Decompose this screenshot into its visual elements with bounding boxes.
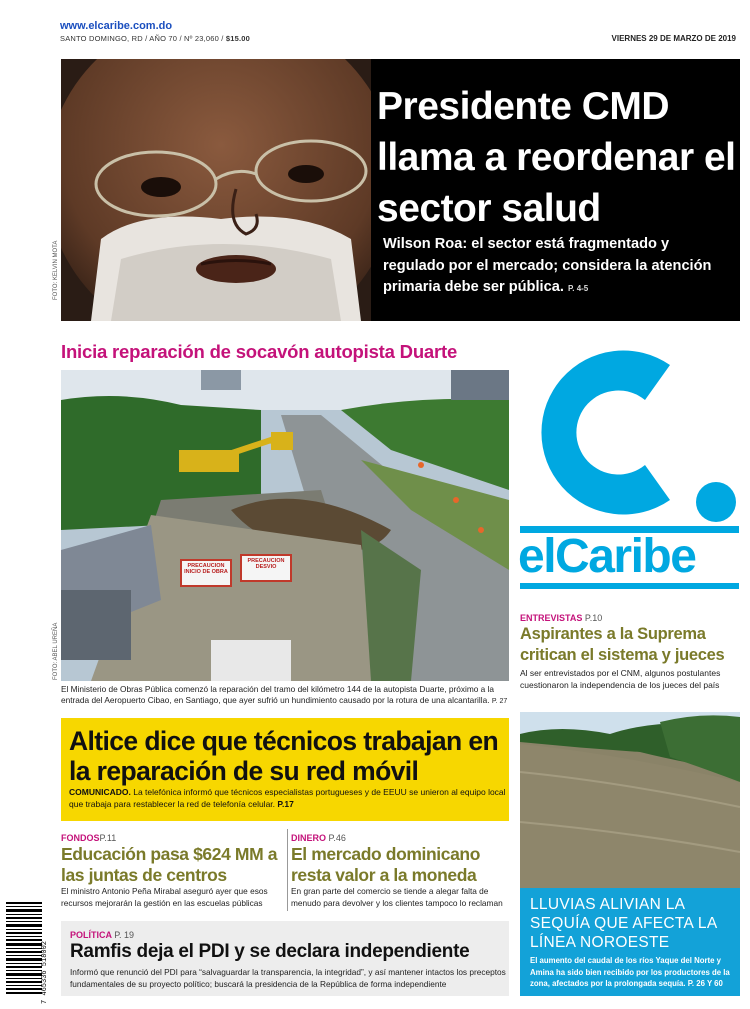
altice-headline[interactable]: Altice dice que técnicos trabajan en la reparación de su red móvil <box>69 726 499 786</box>
entrevistas-page-ref: P.10 <box>584 613 603 623</box>
lead-subtitle <box>383 234 733 300</box>
lead-photo <box>61 59 371 321</box>
socavon-photo <box>61 370 509 681</box>
lluvias-text <box>530 955 738 990</box>
sign-inicio-obra: PRECAUCION INICIO DE OBRA <box>184 563 228 575</box>
sign-desvio: PRECAUCION DESVIO <box>247 558 285 570</box>
edition-date: VIERNES 29 DE MARZO DE 2019 <box>611 34 736 43</box>
dinero-kicker-label: DINERO <box>291 833 327 843</box>
altice-page-ref: P.17 <box>277 798 294 809</box>
altice-box[interactable] <box>61 718 509 821</box>
lluvias-box[interactable] <box>520 888 740 996</box>
logo-wordmark[interactable]: elCaribe <box>518 530 696 583</box>
edition-info <box>60 34 250 43</box>
lead-page-ref: P. 4-5 <box>567 284 589 293</box>
fondos-kicker <box>61 833 116 843</box>
dinero-page-ref: P.46 <box>328 833 346 843</box>
politica-headline[interactable]: Ramfis deja el PDI y se declara independiente <box>70 941 470 962</box>
entrevistas-kicker <box>520 613 602 623</box>
altice-text <box>69 787 507 810</box>
lluvias-title[interactable]: LLUVIAS ALIVIAN LA SEQUÍA QUE AFECTA LA LÍNEA NOROESTE <box>530 896 717 951</box>
dinero-kicker <box>291 833 346 843</box>
lead-photo-credit: FOTO: KELVIN MOTA <box>53 240 59 300</box>
socavon-page-ref: P. 27 <box>491 698 508 706</box>
logo-rule-bottom <box>520 583 739 589</box>
logo-dot <box>696 482 736 522</box>
socavon-photo-credit: FOTO: ABEL UREÑA <box>53 622 59 680</box>
politica-box[interactable] <box>61 921 509 996</box>
fondos-headline[interactable]: Educación pasa $624 MM a las juntas de centros <box>61 844 278 885</box>
lluvias-page-ref: P. 26 Y 60 <box>687 979 723 988</box>
fondos-page-ref: P.11 <box>99 833 117 843</box>
socavon-caption-text: El Ministerio de Obras Pública comenzó la reparación del tramo del kilómetro 144 de la autopista Duarte, próximo a la entrada del Aeropuerto Cibao, en Santiago, que ayer sufrió un hundimiento causado por la rotura de una alcantarilla. <box>61 684 495 706</box>
entrevistas-text: Al ser entrevistados por el CNM, algunos postulantes cuestionaron la independencia de los jueces del país <box>520 668 721 690</box>
politica-text: Informó que renunció del PDI para “salvaguardar la transparencia, la integridad”, y así mantener intactos los preceptos fundamentales de su proyecto político; buscará la presidencia de la República de forma independiente <box>70 967 506 989</box>
altice-text-body: La telefónica informó que técnicos especialistas portugueses y de EEUU se unieron al equipo local que trabaja para restablecer la red de telefonía celular. <box>69 787 506 809</box>
edition-meta: SANTO DOMINGO, RD / AÑO 70 / Nº 23,060 / <box>60 34 226 43</box>
barcode-digits: 7 465336 518002 <box>41 940 49 1004</box>
elcaribe-logo[interactable] <box>520 340 740 530</box>
politica-kicker-label: POLÍTICA <box>70 930 112 940</box>
dinero-text: En gran parte del comercio se tiende a alegar falta de menudo para devolver y los clientes tampoco lo reclaman <box>291 886 503 908</box>
fondos-text: El ministro Antonio Peña Mirabal aseguró ayer que esos recursos mejorarán la gestión en las escuelas públicas <box>61 886 268 908</box>
lead-subtitle-text: Wilson Roa: el sector está fragmentado y regulado por el mercado; considera la atención primaria debe ser pública. <box>383 236 712 295</box>
lead-story[interactable] <box>61 59 740 321</box>
entrevistas-headline[interactable]: Aspirantes a la Suprema critican el sistema y jueces <box>520 625 725 664</box>
entrevistas-kicker-label: ENTREVISTAS <box>520 613 583 623</box>
site-url[interactable]: www.elcaribe.com.do <box>60 20 173 32</box>
lluvias-text-body: El aumento del caudal de los ríos Yaque del Norte y Amina ha sido bien recibido por los productores de la zona, afectados por la prolongada sequía. <box>530 956 730 988</box>
socavon-caption <box>61 684 509 707</box>
edition-price: $15.00 <box>225 34 250 43</box>
lead-headline[interactable]: Presidente CMD llama a reordenar el sector salud <box>377 85 736 230</box>
barcode <box>4 900 44 996</box>
politica-page-ref: P. 19 <box>114 930 135 940</box>
socavon-headline[interactable]: Inicia reparación de socavón autopista Duarte <box>61 341 458 362</box>
fondos-kicker-label: FONDOS <box>61 833 100 843</box>
politica-kicker <box>70 930 134 940</box>
river-photo <box>520 712 740 888</box>
column-divider <box>287 829 288 911</box>
dinero-headline[interactable]: El mercado dominicano resta valor a la moneda <box>291 844 481 885</box>
altice-lead-label: COMUNICADO. <box>69 787 131 797</box>
logo-letter-c <box>541 351 670 515</box>
